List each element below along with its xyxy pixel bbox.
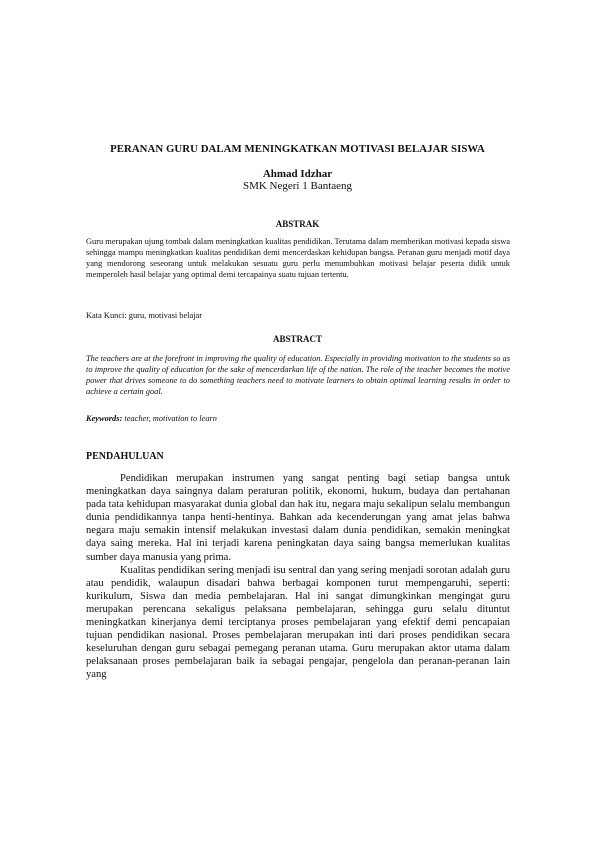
keywords-label: Keywords: [86, 414, 123, 423]
abstrak-keywords: Kata Kunci: guru, motivasi belajar [86, 311, 203, 320]
body-paragraph: Kualitas pendidikan sering menjadi isu sentral dan yang sering menjadi sorotan adalah guru atau pendidik, walaupun disadari bahwa berbagai komponen turut mempengaruhi, seperti: kurikulum, Siswa dan media pembelajaran. Hal ini sangat dimungkinkan mengingat guru merupakan perencana sekaligus pelaksana pembelajaran, sehingga guru selalu dituntut meningkatkan kinerjanya demi terciptanya proses pembelajaran yang efektif demi pencapaian tujuan pendidikan nasional. Proses pembelajaran merupakan inti dari proses pendidikan secara keseluruhan dengan guru sebagai pemegang peranan utama. Guru merupakan aktor utama dalam pelaksanaan proses pembelajaran baik ia sebagai pengajar, pengelola dan peranan-peranan lain yang [86, 564, 510, 681]
author-name: Ahmad Idzhar [262, 168, 333, 180]
body-paragraph: Pendidikan merupakan instrumen yang sangat penting bagi setiap bangsa untuk meningkatkan daya saingnya dalam peraturan politik, ekonomi, hukum, budaya dan pertahanan pada tata kehidupan masyarakat dunia global dan hak itu, negara maju sekalipun selalu membangun dunia pendidikannya tanpa henti-hentinya. Bahkan ada kecenderungan yang amat jelas bahwa negara maju semakin intensif melakukan investasi dalam dunia pendidikan, semakin meningkat daya saing mereka. Hal ini terjadi karena peningkatan daya saing bangsa memerlukan kualitas sumber daya manusia yang prima. [86, 473, 510, 563]
abstract-text: The teachers are at the forefront in improving the quality of education. Especially in providing motivation to the students so as to improve the quality of education for the sake of mencerdarkan life of the nation. The role of the teacher becomes the motive power that drives someone to do something teachers need to motivate learners to obtain optimal learning results in order to achieve a certain goal. [86, 354, 510, 396]
section-heading: PENDAHULUAN [86, 451, 164, 462]
abstrak-heading: ABSTRAK [275, 219, 320, 229]
paper-title: PERANAN GURU DALAM MENINGKATKAN MOTIVASI BELAJAR SISWA [110, 143, 485, 155]
section-body [86, 472, 510, 682]
keywords-list: teacher, motivation to learn [122, 414, 217, 423]
author-affiliation: SMK Negeri 1 Bantaeng [242, 180, 353, 192]
abstract-heading: ABSTRACT [272, 334, 322, 344]
abstract-keywords [86, 414, 217, 423]
abstrak-text: Guru merupakan ujung tombak dalam meningkatkan kualitas pendidikan. Terutama dalam memberikan motivasi kepada siswa sehingga mampu meningkatkan kualitas pendidikan demi mencerdaskan kehidupan bangsa. Peranan guru menjadi motif daya yang mendorong seseorang untuk melakukan sesuatu guru perlu menumbuhkan motivasi belajar peserta didik untuk memperoleh hasil belajar yang optimal demi tercapainya suatu tujuan tertentu. [86, 237, 510, 279]
